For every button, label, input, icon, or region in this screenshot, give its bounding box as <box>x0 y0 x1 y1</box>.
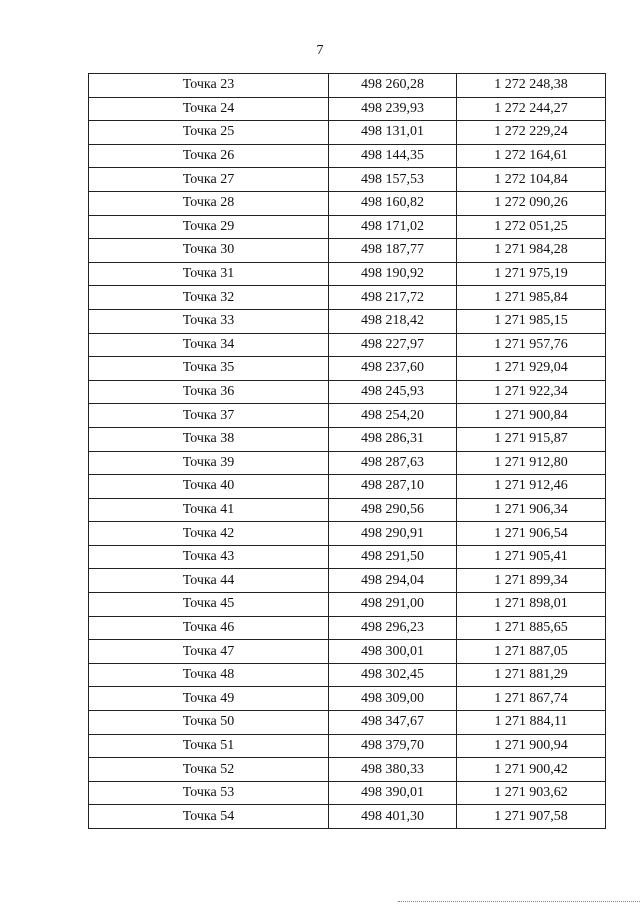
y-coordinate-cell: 1 271 900,94 <box>457 734 606 758</box>
x-coordinate-cell: 498 302,45 <box>329 663 457 687</box>
table-row <box>89 475 606 499</box>
table-row <box>89 262 606 286</box>
x-coordinate-cell: 498 218,42 <box>329 309 457 333</box>
y-coordinate-cell: 1 271 906,54 <box>457 522 606 546</box>
x-coordinate-cell: 498 190,92 <box>329 262 457 286</box>
point-name-cell: Точка 36 <box>89 380 329 404</box>
x-coordinate-cell: 498 294,04 <box>329 569 457 593</box>
table-row <box>89 215 606 239</box>
coordinates-table-body <box>89 74 606 829</box>
y-coordinate-cell: 1 272 104,84 <box>457 168 606 192</box>
x-coordinate-cell: 498 237,60 <box>329 357 457 381</box>
y-coordinate-cell: 1 271 985,84 <box>457 286 606 310</box>
coordinates-table <box>88 73 606 829</box>
point-name-cell: Точка 32 <box>89 286 329 310</box>
point-name-cell: Точка 30 <box>89 239 329 263</box>
x-coordinate-cell: 498 187,77 <box>329 239 457 263</box>
x-coordinate-cell: 498 227,97 <box>329 333 457 357</box>
table-row <box>89 522 606 546</box>
point-name-cell: Точка 39 <box>89 451 329 475</box>
table-row <box>89 616 606 640</box>
x-coordinate-cell: 498 171,02 <box>329 215 457 239</box>
point-name-cell: Точка 45 <box>89 593 329 617</box>
x-coordinate-cell: 498 309,00 <box>329 687 457 711</box>
y-coordinate-cell: 1 272 164,61 <box>457 144 606 168</box>
point-name-cell: Точка 35 <box>89 357 329 381</box>
x-coordinate-cell: 498 290,56 <box>329 498 457 522</box>
point-name-cell: Точка 51 <box>89 734 329 758</box>
x-coordinate-cell: 498 260,28 <box>329 74 457 98</box>
point-name-cell: Точка 42 <box>89 522 329 546</box>
y-coordinate-cell: 1 271 900,42 <box>457 758 606 782</box>
point-name-cell: Точка 26 <box>89 144 329 168</box>
table-row <box>89 144 606 168</box>
x-coordinate-cell: 498 160,82 <box>329 191 457 215</box>
y-coordinate-cell: 1 271 957,76 <box>457 333 606 357</box>
y-coordinate-cell: 1 271 867,74 <box>457 687 606 711</box>
point-name-cell: Точка 41 <box>89 498 329 522</box>
x-coordinate-cell: 498 217,72 <box>329 286 457 310</box>
table-row <box>89 74 606 98</box>
y-coordinate-cell: 1 271 885,65 <box>457 616 606 640</box>
x-coordinate-cell: 498 131,01 <box>329 121 457 145</box>
x-coordinate-cell: 498 287,63 <box>329 451 457 475</box>
point-name-cell: Точка 23 <box>89 74 329 98</box>
point-name-cell: Точка 24 <box>89 97 329 121</box>
table-row <box>89 239 606 263</box>
point-name-cell: Точка 25 <box>89 121 329 145</box>
y-coordinate-cell: 1 272 248,38 <box>457 74 606 98</box>
table-row <box>89 687 606 711</box>
y-coordinate-cell: 1 271 900,84 <box>457 404 606 428</box>
point-name-cell: Точка 50 <box>89 711 329 735</box>
y-coordinate-cell: 1 272 051,25 <box>457 215 606 239</box>
table-row <box>89 569 606 593</box>
table-row <box>89 781 606 805</box>
y-coordinate-cell: 1 271 899,34 <box>457 569 606 593</box>
point-name-cell: Точка 27 <box>89 168 329 192</box>
y-coordinate-cell: 1 271 915,87 <box>457 427 606 451</box>
x-coordinate-cell: 498 254,20 <box>329 404 457 428</box>
table-row <box>89 663 606 687</box>
x-coordinate-cell: 498 291,50 <box>329 545 457 569</box>
y-coordinate-cell: 1 271 905,41 <box>457 545 606 569</box>
y-coordinate-cell: 1 271 906,34 <box>457 498 606 522</box>
point-name-cell: Точка 34 <box>89 333 329 357</box>
table-row <box>89 191 606 215</box>
x-coordinate-cell: 498 380,33 <box>329 758 457 782</box>
table-row <box>89 121 606 145</box>
table-row <box>89 805 606 829</box>
x-coordinate-cell: 498 157,53 <box>329 168 457 192</box>
point-name-cell: Точка 38 <box>89 427 329 451</box>
table-row <box>89 97 606 121</box>
point-name-cell: Точка 31 <box>89 262 329 286</box>
table-row <box>89 498 606 522</box>
point-name-cell: Точка 52 <box>89 758 329 782</box>
y-coordinate-cell: 1 272 090,26 <box>457 191 606 215</box>
table-row <box>89 333 606 357</box>
x-coordinate-cell: 498 401,30 <box>329 805 457 829</box>
table-row <box>89 758 606 782</box>
y-coordinate-cell: 1 271 929,04 <box>457 357 606 381</box>
table-row <box>89 309 606 333</box>
x-coordinate-cell: 498 296,23 <box>329 616 457 640</box>
x-coordinate-cell: 498 144,35 <box>329 144 457 168</box>
x-coordinate-cell: 498 287,10 <box>329 475 457 499</box>
point-name-cell: Точка 46 <box>89 616 329 640</box>
y-coordinate-cell: 1 271 907,58 <box>457 805 606 829</box>
point-name-cell: Точка 54 <box>89 805 329 829</box>
point-name-cell: Точка 44 <box>89 569 329 593</box>
y-coordinate-cell: 1 271 881,29 <box>457 663 606 687</box>
table-row <box>89 380 606 404</box>
point-name-cell: Точка 43 <box>89 545 329 569</box>
point-name-cell: Точка 29 <box>89 215 329 239</box>
point-name-cell: Точка 48 <box>89 663 329 687</box>
point-name-cell: Точка 28 <box>89 191 329 215</box>
x-coordinate-cell: 498 300,01 <box>329 640 457 664</box>
y-coordinate-cell: 1 271 903,62 <box>457 781 606 805</box>
x-coordinate-cell: 498 239,93 <box>329 97 457 121</box>
x-coordinate-cell: 498 390,01 <box>329 781 457 805</box>
table-row <box>89 427 606 451</box>
y-coordinate-cell: 1 271 975,19 <box>457 262 606 286</box>
table-row <box>89 451 606 475</box>
x-coordinate-cell: 498 245,93 <box>329 380 457 404</box>
point-name-cell: Точка 47 <box>89 640 329 664</box>
y-coordinate-cell: 1 271 887,05 <box>457 640 606 664</box>
table-row <box>89 168 606 192</box>
point-name-cell: Точка 49 <box>89 687 329 711</box>
table-row <box>89 357 606 381</box>
x-coordinate-cell: 498 291,00 <box>329 593 457 617</box>
x-coordinate-cell: 498 379,70 <box>329 734 457 758</box>
y-coordinate-cell: 1 271 985,15 <box>457 309 606 333</box>
table-row <box>89 711 606 735</box>
table-row <box>89 640 606 664</box>
y-coordinate-cell: 1 272 244,27 <box>457 97 606 121</box>
y-coordinate-cell: 1 271 912,46 <box>457 475 606 499</box>
y-coordinate-cell: 1 271 984,28 <box>457 239 606 263</box>
table-row <box>89 404 606 428</box>
table-row <box>89 593 606 617</box>
x-coordinate-cell: 498 347,67 <box>329 711 457 735</box>
y-coordinate-cell: 1 271 884,11 <box>457 711 606 735</box>
x-coordinate-cell: 498 286,31 <box>329 427 457 451</box>
point-name-cell: Точка 33 <box>89 309 329 333</box>
table-row <box>89 286 606 310</box>
bottom-scan-line <box>398 901 640 902</box>
point-name-cell: Точка 37 <box>89 404 329 428</box>
table-row <box>89 545 606 569</box>
point-name-cell: Точка 40 <box>89 475 329 499</box>
y-coordinate-cell: 1 271 912,80 <box>457 451 606 475</box>
y-coordinate-cell: 1 271 922,34 <box>457 380 606 404</box>
point-name-cell: Точка 53 <box>89 781 329 805</box>
table-row <box>89 734 606 758</box>
page-number: 7 <box>316 43 324 58</box>
y-coordinate-cell: 1 271 898,01 <box>457 593 606 617</box>
x-coordinate-cell: 498 290,91 <box>329 522 457 546</box>
y-coordinate-cell: 1 272 229,24 <box>457 121 606 145</box>
